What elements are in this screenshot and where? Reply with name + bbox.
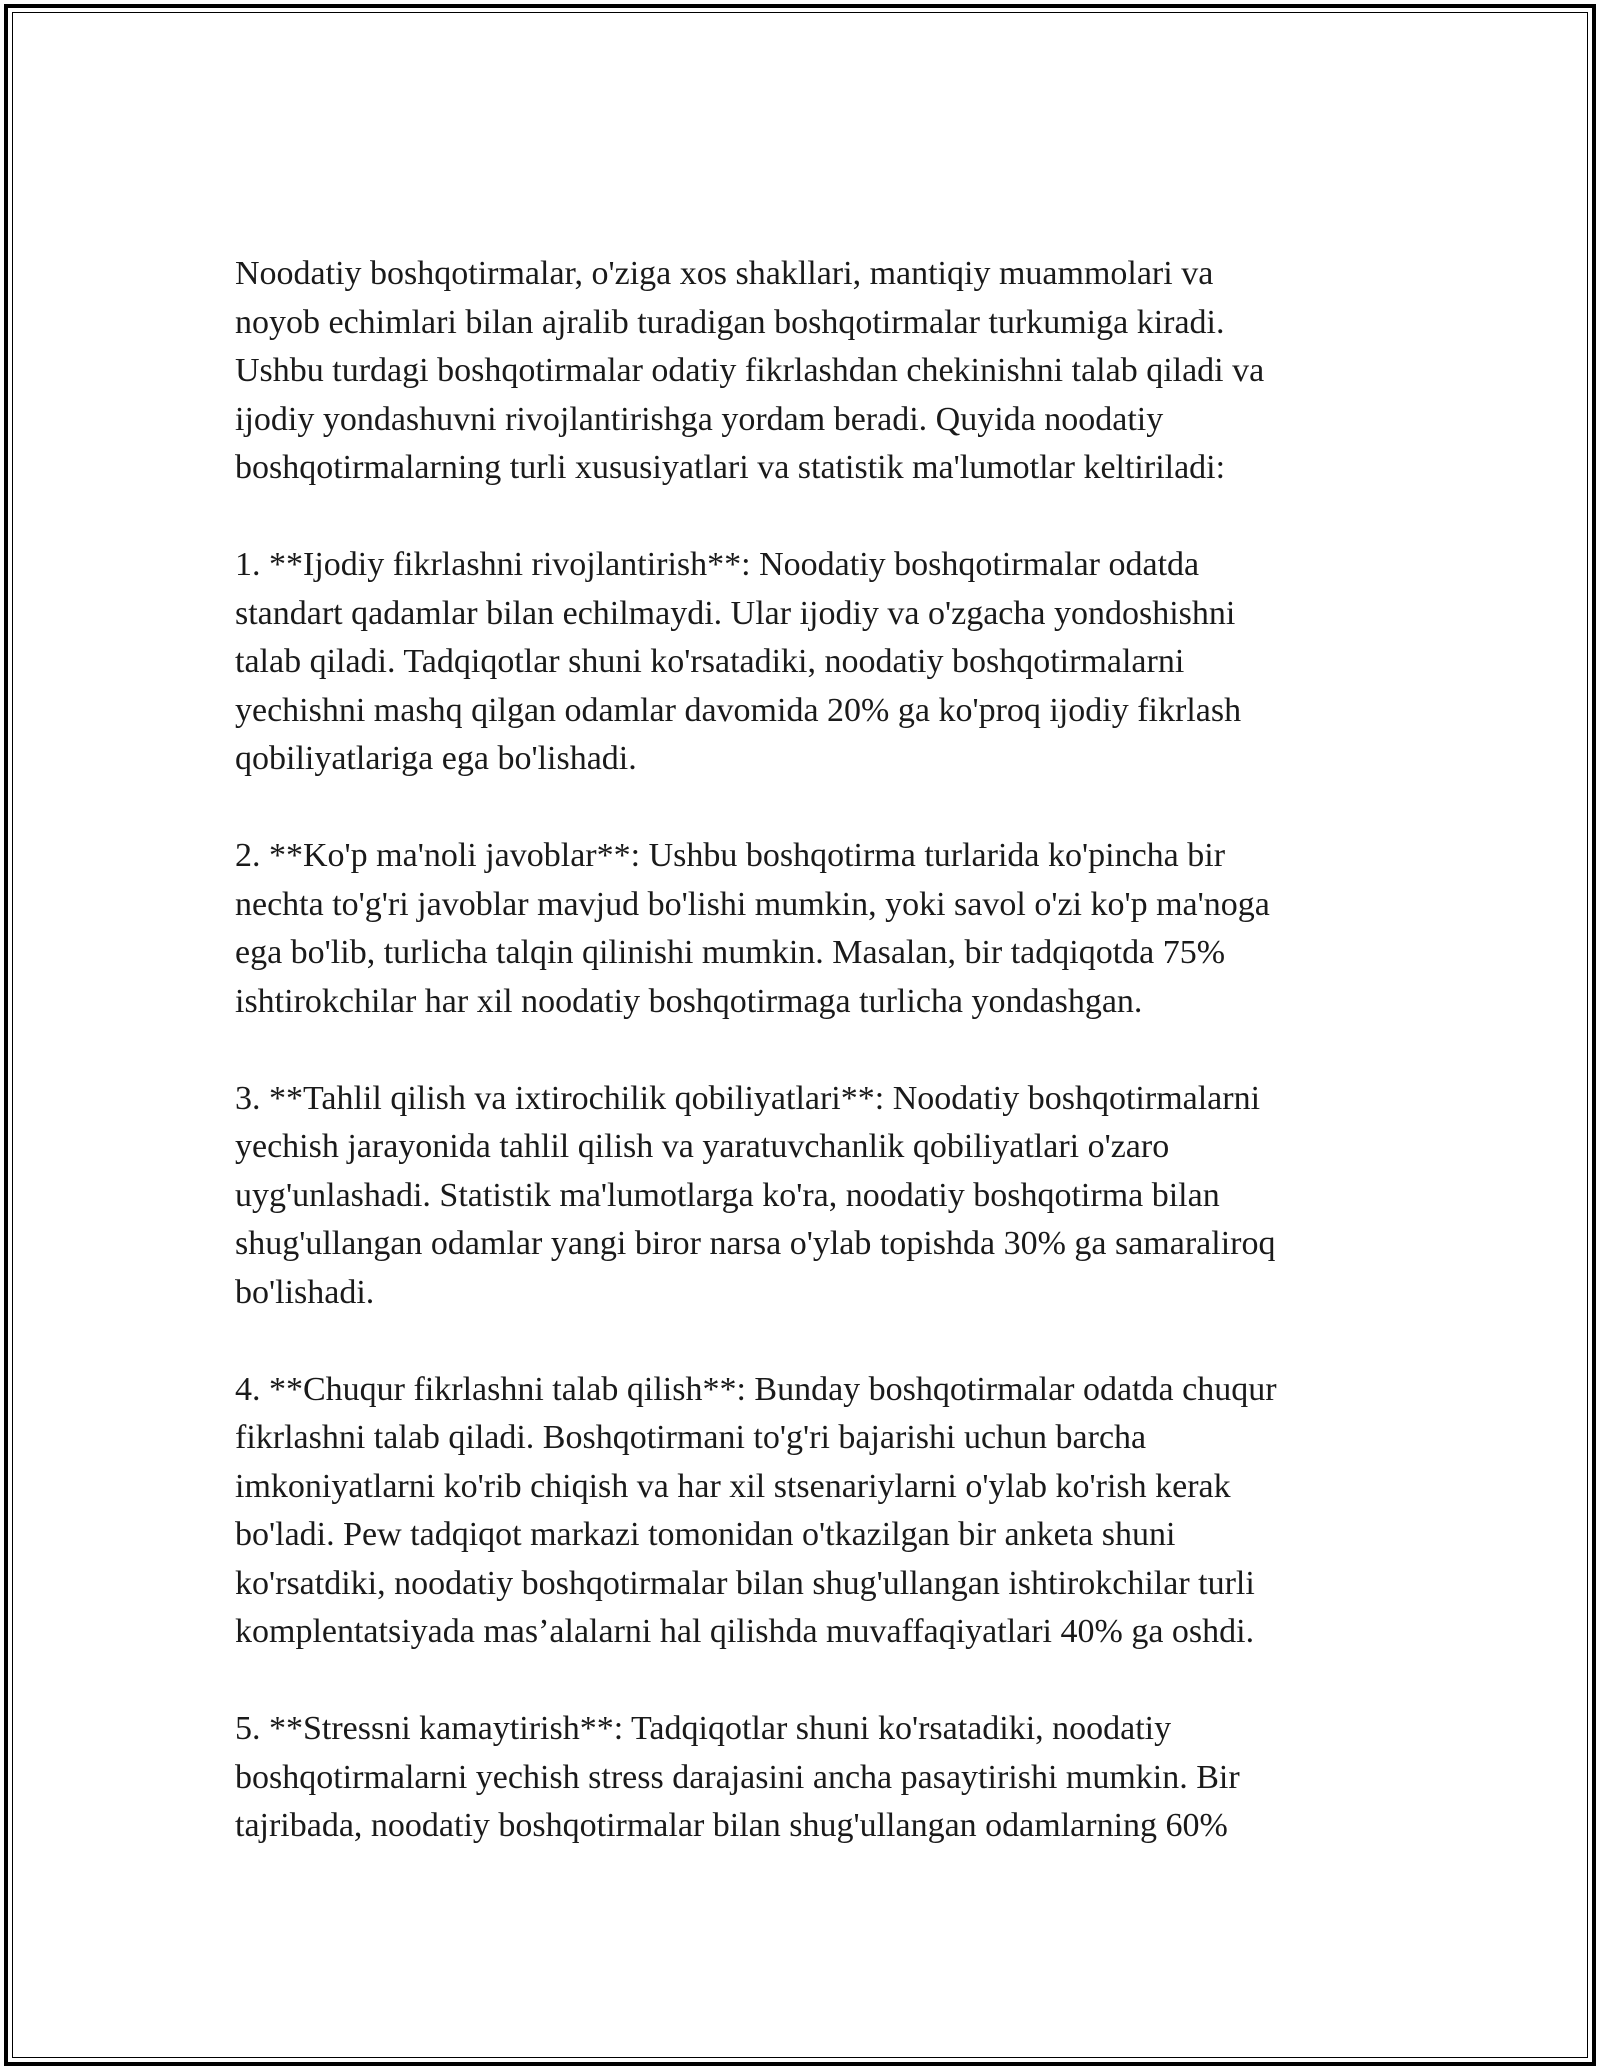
point-5-paragraph: 5. **Stressni kamaytirish**: Tadqiqotlar shuni ko'rsatadiki, noodatiy boshqotirmalarni yechish stress darajasini ancha pasaytirishi mumkin. Bir tajribada, noodatiy boshqotirmalar bilan shug'ullangan odamlarning 60% <box>235 1710 1240 1844</box>
document-body <box>235 250 1380 1851</box>
point-2-paragraph: 2. **Ko'p ma'noli javoblar**: Ushbu boshqotirma turlarida ko'pincha bir nechta to'g'ri javoblar mavjud bo'lishi mumkin, yoki savol o'zi ko'p ma'noga ega bo'lib, turlicha talqin qilinishi mumkin. Masalan, bir tadqiqotda 75% ishtirokchilar har xil noodatiy boshqotirmaga turlicha yondashgan. <box>235 837 1270 1020</box>
point-3-paragraph: 3. **Tahlil qilish va ixtirochilik qobiliyatlari**: Noodatiy boshqotirmalarni yechish jarayonida tahlil qilish va yaratuvchanlik qobiliyatlari o'zaro uyg'unlashadi. Statistik ma'lumotlarga ko'ra, noodatiy boshqotirma bilan shug'ullangan odamlar yangi biror narsa o'ylab topishda 30% ga samaraliroq bo'lishadi. <box>235 1079 1276 1311</box>
point-4-paragraph: 4. **Chuqur fikrlashni talab qilish**: Bunday boshqotirmalar odatda chuqur fikrlashni talab qiladi. Boshqotirmani to'g'ri bajarishi uchun barcha imkoniyatlarni ko'rib chiqish va har xil stsenariylarni o'ylab ko'rish kerak bo'ladi. Pew tadqiqot markazi tomonidan o'tkazilgan bir anketa shuni ko'rsatdiki, noodatiy boshqotirmalar bilan shug'ullangan ishtirokchilar turli komplentatsiyada mas’alalarni hal qilishda muvaffaqiyatlari 40% ga oshdi. <box>235 1370 1277 1650</box>
intro-paragraph: Noodatiy boshqotirmalar, o'ziga xos shakllari, mantiqiy muammolari va noyob echimlari bilan ajralib turadigan boshqotirmalar turkumiga kiradi. Ushbu turdagi boshqotirmalar odatiy fikrlashdan chekinishni talab qiladi va ijodiy yondashuvni rivojlantirishga yordam beradi. Quyida noodatiy boshqotirmalarning turli xususiyatlari va statistik ma'lumotlar keltiriladi: <box>235 255 1265 486</box>
point-1-paragraph: 1. **Ijodiy fikrlashni rivojlantirish**: Noodatiy boshqotirmalar odatda standart qadamlar bilan echilmaydi. Ular ijodiy va o'zgacha yondoshishni talab qiladi. Tadqiqotlar shuni ko'rsatadiki, noodatiy boshqotirmalarni yechishni mashq qilgan odamlar davomida 20% ga ko'proq ijodiy fikrlash qobiliyatlariga ega bo'lishadi. <box>235 546 1242 777</box>
